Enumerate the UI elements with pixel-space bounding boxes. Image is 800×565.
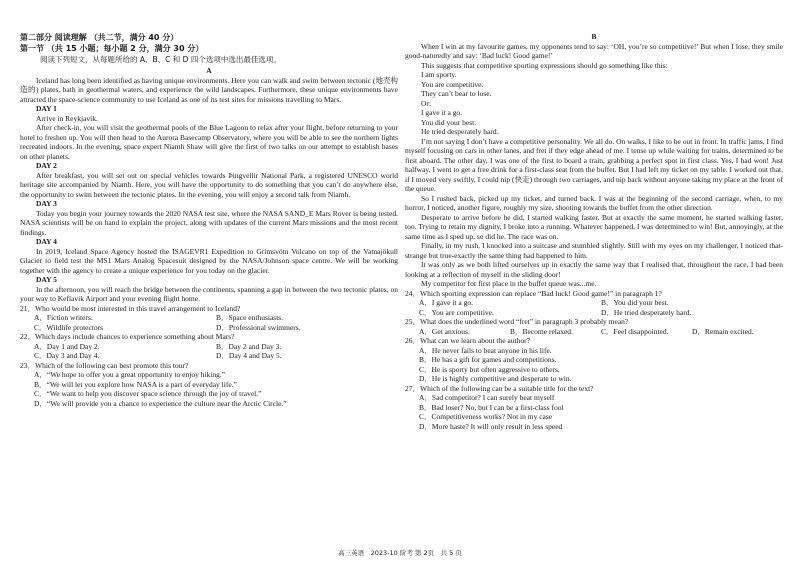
day-label: DAY 5 [36,275,57,284]
answer-option: D．Remain excited. [692,326,754,336]
answer-option: C．He is sporty but often aggressive to others. [419,364,560,374]
answer-option: B．Space enthusiasts. [216,313,284,322]
answer-option: B．Become relaxed. [510,326,573,336]
answer-option: C．Competitiveness works? Not in my case [419,412,553,421]
expression-item: He tried desperately hard. [421,127,499,136]
day-paragraph: After breakfast, you will set out on special vehicles towards Þingvellir National Park, a registered UNESCO world heritage site accompanied by Niamh. Here, you will have the opportunity to do something that you can’t do anywhere else, the opportunity to swim between the tectonic plates. In the evening, you will enjoy a second talk from Niamh. [20,170,398,199]
expression-item: I am sporty. [421,70,457,79]
answer-option: D．He tried desperately hard. [601,307,692,317]
day-paragraph: After check-in, you will visit the geothermal pools of the Blue Lagoon to relax after your flight, before returning to your hotel to freshen up. You will then head to the Aurora Basecamp Observatory, where you will be able to see the northern lights recreated indoors. In the evening, space expert Niamh Shaw will give the first of two talks on our attempt to establish bases on other planets. [20,123,398,161]
answer-option: B．He has a gift for games and competitions. [419,355,557,364]
answer-option: A．Day 1 and Day 2. [34,341,100,351]
day-paragraph: Today you begin your journey towards the 2020 NASA test site, where the NASA SAND_E Mars Rover is being tested. NASA scientists will be on hand to explain the project, along with updates of the current Mars missions and the most recent findings. [20,208,398,237]
answer-option: D．He is highly competitive and desperate to win. [419,374,572,383]
answer-option: D．More haste? It will only result in less speed [419,421,563,431]
expression-list [405,70,783,137]
day-label: DAY 3 [36,199,57,208]
question-stem: 27．Which of the following can be a suitable title for the text? [405,383,594,393]
page-footer: 高三英语 2023-10 阶考 第 2页 共 5 页 [338,549,462,557]
expression-item: They can’t bear to lose. [421,89,492,98]
answer-option: C．“We want to help you discover space science through the joy of travel.” [34,389,262,398]
passage-paragraph: It was only as we both lifted ourselves up in exactly the same way that I realised that, throughout the race, I had been looking at a reflection of myself in the sliding door! [405,260,783,279]
option-row [34,323,398,333]
answer-option: B．You did your best. [601,298,669,307]
passage-paragraph: When I win at my favourite games, my opponents tend to say: ‘OH, you’re so competitive!’ But when I lose, they smile good-naturedly and say: ‘Bad luck! Good game!’ [405,41,783,60]
questions-b [405,289,783,432]
passage-b-intro [405,42,783,71]
answer-option: C．Wildlife protectors [34,322,104,332]
question-stem: 25．What does the underlined word “fret” in paragraph 3 probably mean? [405,317,629,326]
part-heading: 第二部分 阅读理解 （共二节，满分 40 分） [20,33,179,42]
section-heading: 第一节 （共 15 小题；每小题 2 分，满分 30 分） [20,44,204,53]
option-row [419,298,783,308]
day-label: DAY 1 [36,104,57,113]
answer-option: C．Day 3 and Day 4. [34,351,100,360]
answer-option: D．Professional swimmers. [216,322,301,332]
answer-option: A．He never fails to beat anyone in his life. [419,345,552,355]
left-column [20,66,398,408]
passage-paragraph: Finally, in my rush, I knocked into a suitcase and stumbled slightly. Still with my eyes on my challenger, I noticed that-strange but true-exactly the same thing had happened to him. [405,241,783,260]
day-paragraph: Arrive in Reykjavik. [36,113,98,123]
day-paragraph: In the afternoon, you will reach the bridge between the continents, spanning a gap in between the two tectonic plates, on your way to Keflavik Airport and your evening flight home. [20,284,398,303]
passage-b-body [405,137,783,289]
question-stem: 24．Which sporting expression can replace “Bad luck! Good game!” in paragraph 1? [405,288,662,298]
answer-option: A．Get anxious. [419,326,470,336]
answer-option: A．I gave it a go. [419,298,473,307]
answer-option: D．“We will provide you a chance to experience the culture near the Arctic Circle.” [34,398,287,408]
passage-paragraph: So I rushed back, picked up my ticket, and turned back. I was at the beginning of the second carriage, when, to my horror, I noticed, another figure, roughly my size, shooting towards the buffet from the other direction. [405,193,783,212]
question-stem: 21．Who would be most interested in this travel arrangement to Iceland? [20,303,241,313]
expression-item: You are competitive. [421,79,484,89]
option-row [419,308,783,318]
passage-paragraph: My competitor for first place in the buffet queue was...me. [421,279,597,288]
question-stem: 23．Which of the following can best promote this tour? [20,360,189,370]
answer-option: A．Fiction writers. [34,313,93,322]
passage-b-label: B [591,32,597,41]
answer-option: C．Feel disappointed. [601,326,669,336]
option-row [34,342,398,352]
answer-option: A．“We hope to offer you a great opportunity to enjoy hiking.” [34,370,226,379]
answer-option: B．Bad loser? No, but I can be a first-class fool [419,402,564,412]
question-stem: 26．What can we learn about the author? [405,336,530,345]
passage-paragraph: This suggests that competitive sporting expressions should go something like this: [421,60,668,70]
option-row [419,327,783,337]
passage-paragraph: Desperate to arrive before he did, I started walking faster. But at exactly the same moment, he started walking faster, too. Trying to retain my dignity, I broke into a running. Whatever happened, I was determined to win! But, annoyingly, at the same time as I sped up, so did he. The race was on. [405,212,783,241]
right-column [405,32,783,431]
passage-paragraph: I’m not saying I don’t have a competitive personality. We all do. On walks, I like to be out in front. In traffic jams, I find myself focusing on cars in other lanes, and fret if they edge ahead of me. I tense up while waiting for trains, determined to be first aboard. The other day, I was one of the first to board a train, grabbing a perfect spot in first class. Yes, I had won! Just halfway, I went to get a free drink for a first-class seat from the buffet. But I had left my ticket on my table. I worked out that, if I moved very swiftly, I could nip (快走) through two carriages, and nip back without anyone taking my place at the front of the queue. [405,136,783,193]
day-label: DAY 4 [36,237,57,246]
day-paragraph: In 2019, Iceland Space Agency hosted the ISAGEVR1 Expedition to Grimsvötn Volcano on top of the Vatnajökull Glacier to field test the MS1 Mars Analog Spacesuit designed by the NASA/Johnson space centre. We will be working together with the agency to create a unique experience for you today on the glacier. [20,246,398,275]
answer-option: C．You are competitive. [419,307,494,317]
answer-option: B．Day 2 and Day 3. [216,341,282,351]
day-label: DAY 2 [36,161,57,170]
answer-option: B．“We will let you explore how NASA is a part of everyday life.” [34,379,237,389]
questions-a [20,304,398,409]
itinerary-days [20,104,398,304]
option-row [34,351,398,361]
answer-option: D．Day 4 and Day 5. [216,351,282,360]
option-row [34,313,398,323]
expression-item: You did your best. [421,117,477,127]
question-stem: 22．Which days include chances to experience something about Mars? [20,332,235,341]
passage-a-intro: Iceland has long been identified as having unique environments. Here you can walk and swim between tectonic (地壳构造的) plates, bath in geothermal waters, and experience the wild landscapes. Furthermore, these unique environments have attracted the space-science community to use Iceland as one of its test sites for missions travelling to Mars. [20,75,398,104]
instruction-text: 阅读下列短文，从每题所给的 A、B、C 和 D 四个选项中选出最佳选项。 [40,55,281,64]
answer-option: A．Sad competitor? I can surely beat myself [419,393,555,402]
expression-item: Or: [421,98,431,108]
passage-a-label: A [206,66,212,75]
expression-item: I gave it a go. [421,108,463,117]
